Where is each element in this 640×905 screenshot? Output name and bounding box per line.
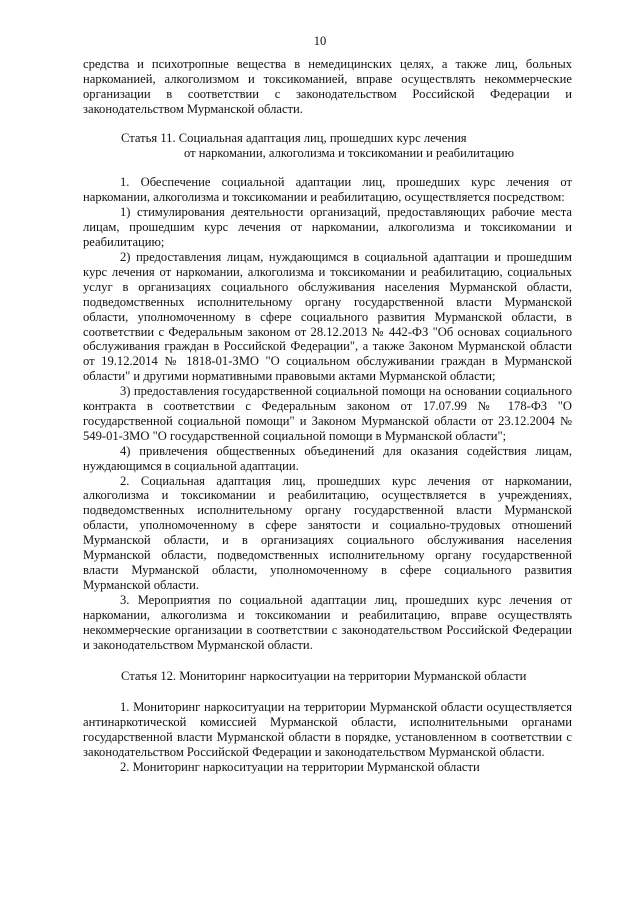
- document-body: [83, 57, 572, 775]
- article-12-heading: Статья 12. Мониторинг наркоситуации на территории Мурманской области: [121, 669, 527, 684]
- page-number: 10: [313, 34, 327, 48]
- article-11-item-4: 4) привлечения общественных объединений для оказания содействия лицам, нуждающимся в социальной адаптации.: [83, 443, 572, 473]
- article-11-item-3: 3) предоставления государственной социальной помощи на основании социального контракта в соответствии с Федеральным законом от 17.07.99 № 178-ФЗ "О государственной социальной помощи" и Законом Мурманской области от 23.12.2004 № 549-01-ЗМО "О государственной социальной помощи в Мурманской области";: [83, 384, 572, 443]
- article-11-paragraph-2: 2. Социальная адаптация лиц, прошедших курс лечения от наркомании, алкоголизма и токсикомании и реабилитацию, осуществляется в учреждениях, подведомственных исполнительному органу государственной власти Мурманской области, уполномоченному в сфере занятости и социально-трудовых отношений Мурманской области, и в организациях социального обслуживания населения Мурманской области, подведомственных исполнительному органу государственной власти Мурманской области, уполномоченному в сфере социального развития Мурманской области.: [83, 473, 572, 592]
- intro-paragraph: средства и психотропные вещества в немедицинских целях, а также лиц, больных наркоманией, алкоголизмом и токсикоманией, вправе осуществлять некоммерческие организации в соответствии с законодательством Российской Федерации и законодательством Мурманской области.: [83, 57, 572, 116]
- article-11-paragraph-1: 1. Обеспечение социальной адаптации лиц, прошедших курс лечения от наркомании, алкоголизма и токсикомании и реабилитацию, осуществляется посредством:: [83, 175, 572, 205]
- article-11-item-1: 1) стимулирования деятельности организаций, предоставляющих рабочие места лицам, прошедшим курс лечения от наркомании, алкоголизма и токсикомании и реабилитацию;: [83, 205, 572, 250]
- article-12-paragraph-2: 2. Мониторинг наркоситуации на территории Мурманской области: [120, 759, 480, 774]
- article-11-heading-line-1: Статья 11. Социальная адаптация лиц, прошедших курс лечения: [121, 130, 467, 145]
- article-11-paragraph-3: 3. Мероприятия по социальной адаптации лиц, прошедших курс лечения от наркомании, алкоголизма и токсикомании и реабилитацию, вправе осуществлять некоммерческие организации в соответствии с законодательством Российской Федерации и законодательством Мурманской области.: [83, 592, 572, 652]
- article-12-paragraph-1: 1. Мониторинг наркоситуации на территории Мурманской области осуществляется антинаркотической комиссией Мурманской области, исполнительными органами государственной власти Мурманской области в порядке, установленном в соответствии с законодательством Российской Федерации и законодательством Мурманской области.: [83, 700, 572, 760]
- article-11-item-2: 2) предоставления лицам, нуждающимся в социальной адаптации и прошедшим курс лечения от наркомании, алкоголизма и токсикомании и реабилитацию, социальных услуг в организациях социального обслуживания населения Мурманской области, подведомственных исполнительному органу государственной власти Мурманской области, уполномоченному в сфере социального развития Мурманской области, в соответствии с Федеральным законом от 28.12.2013 № 442-ФЗ "Об основах социального обслуживания граждан в Российской Федерации", а также Законом Мурманской области от 19.12.2014 № 1818-01-ЗМО "О социальном обслуживании граждан в Мурманской области" и другими нормативными правовыми актами Мурманской области;: [83, 249, 572, 384]
- article-11-heading-line-2: от наркомании, алкоголизма и токсикомании и реабилитацию: [184, 145, 514, 160]
